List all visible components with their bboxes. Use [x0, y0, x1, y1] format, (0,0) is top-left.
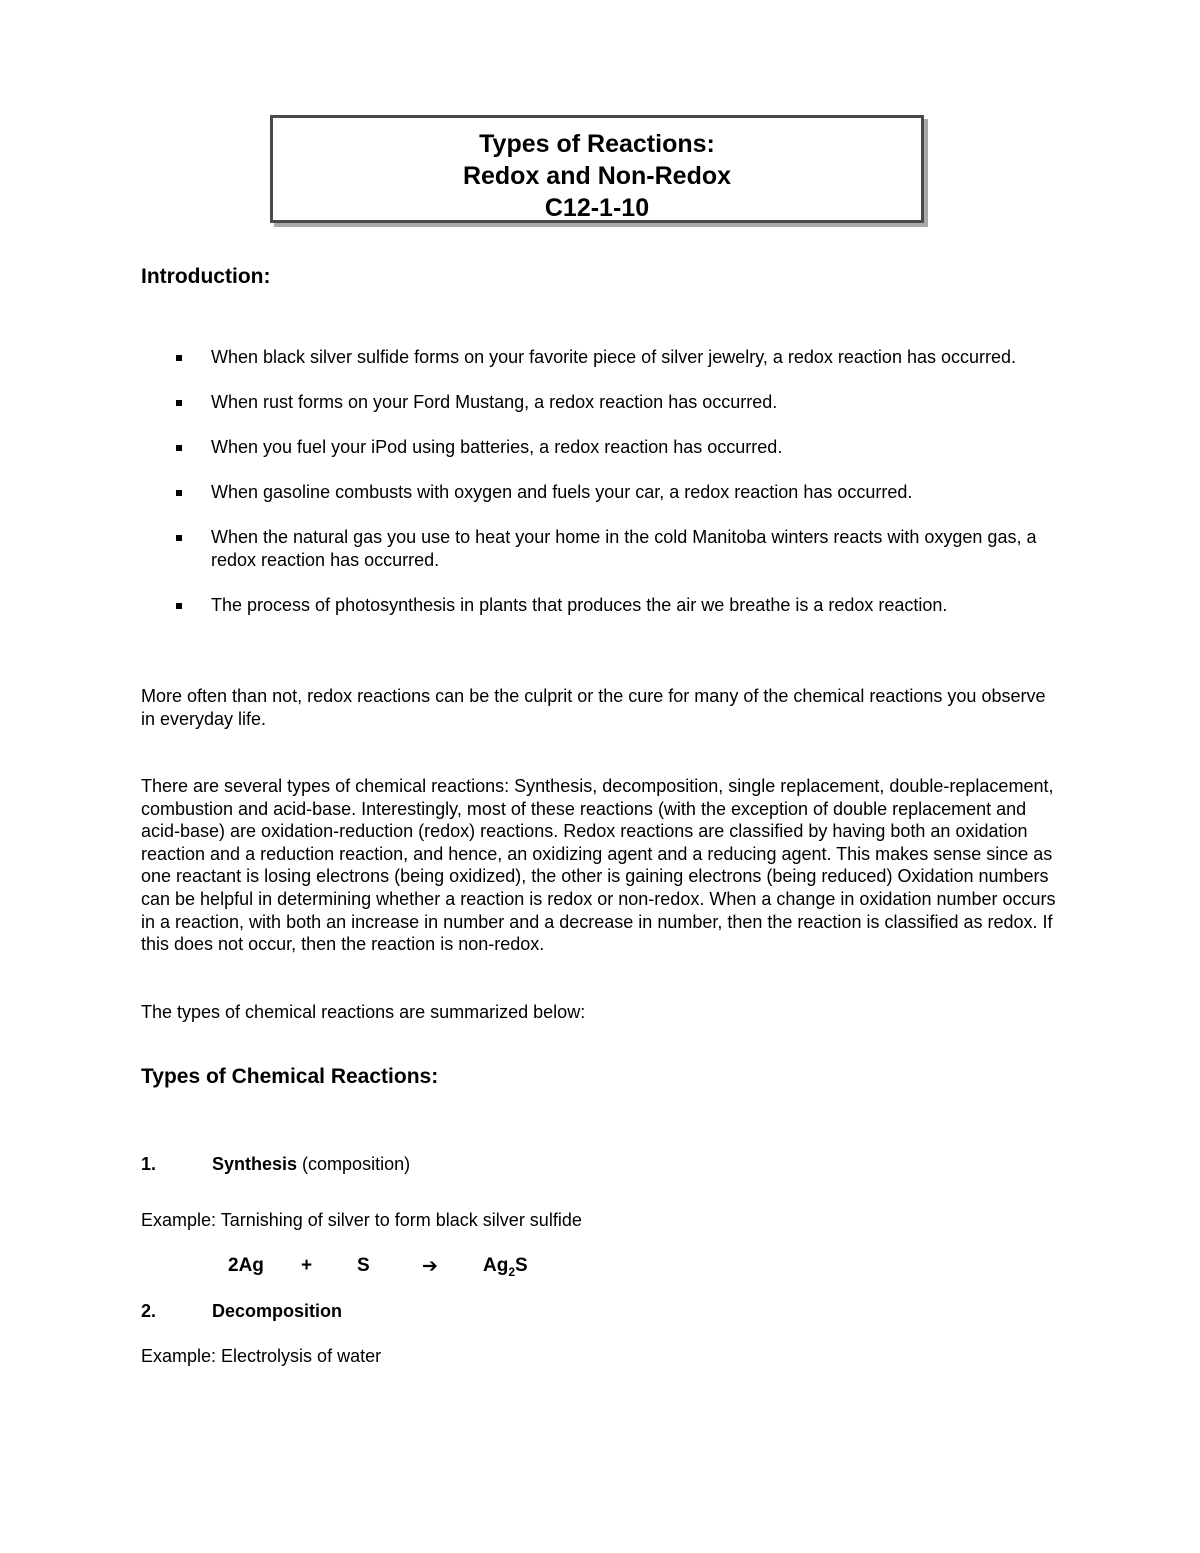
equation-reactant-1: 2Ag [228, 1255, 264, 1276]
title-line-1: Types of Reactions: [479, 130, 715, 158]
list-item: When you fuel your iPod using batteries, a redox reaction has occurred. [176, 436, 1066, 459]
item-name: Synthesis [212, 1154, 298, 1174]
list-item: When black silver sulfide forms on your favorite piece of silver jewelry, a redox reaction has occurred. [176, 346, 1066, 369]
title-box [270, 115, 924, 223]
introduction-bullet-list [176, 346, 1066, 639]
bullet-icon [176, 603, 182, 609]
bullet-icon [176, 400, 182, 406]
bullet-icon [176, 355, 182, 361]
equation-product: $Ag_2S$ [483, 1255, 528, 1279]
bullet-icon [176, 535, 182, 541]
arrow-right-icon: ➔ [422, 1256, 438, 1277]
item-number: 1. [141, 1154, 157, 1174]
synthesis-example: Example: Tarnishing of silver to form black silver sulfide [141, 1210, 582, 1230]
bullet-icon [176, 490, 182, 496]
introduction-heading: Introduction: [141, 265, 271, 288]
paragraph-reaction-types: There are several types of chemical reactions: Synthesis, decomposition, single replacement, double-replacement, combustion and acid-base. Interestingly, most of these reactions (with the exception of double replacement and acid-base) are oxidation-reduction (redox) reactions. Redox reactions are classified by having both an oxidation reaction and a reduction reaction, and hence, an oxidizing agent and a reducing agent. This makes sense since as one reactant is losing electrons (being oxidized), the other is gaining electrons (being reduced) Oxidation numbers can be helpful in determining whether a reaction is redox or non-redox. When a change in oxidation number occurs in a reaction, with both an increase in number and a decrease in number, then the reaction is classified as redox. If this does not occur, then the reaction is non-redox. [141, 776, 1056, 955]
item-name: Decomposition [212, 1301, 343, 1321]
list-item: When gasoline combusts with oxygen and fuels your car, a redox reaction has occurred. [176, 481, 1066, 504]
types-heading: Types of Chemical Reactions: [141, 1065, 439, 1088]
paragraph-everyday-life: More often than not, redox reactions can be the culprit or the cure for many of the chemical reactions you observe in everyday life. [141, 686, 1046, 729]
decomposition-example: Example: Electrolysis of water [141, 1346, 382, 1366]
equation-plus: + [301, 1255, 313, 1276]
title-line-3: C12-1-10 [544, 194, 650, 222]
item-synthesis [141, 1154, 410, 1175]
bullet-icon [176, 445, 182, 451]
equation-reactant-2: S [357, 1255, 370, 1276]
item-number: 2. [141, 1301, 157, 1321]
item-decomposition [141, 1301, 342, 1322]
title-line-2: Redox and Non-Redox [462, 162, 732, 190]
list-item: When the natural gas you use to heat your home in the cold Manitoba winters reacts with oxygen gas, a redox reaction has occurred. [176, 526, 1066, 572]
item-qualifier: (composition) [297, 1154, 411, 1174]
list-item: The process of photosynthesis in plants that produces the air we breathe is a redox reaction. [176, 594, 1066, 617]
list-item: When rust forms on your Ford Mustang, a redox reaction has occurred. [176, 391, 1066, 414]
paragraph-summary-intro: The types of chemical reactions are summarized below: [141, 1002, 586, 1022]
